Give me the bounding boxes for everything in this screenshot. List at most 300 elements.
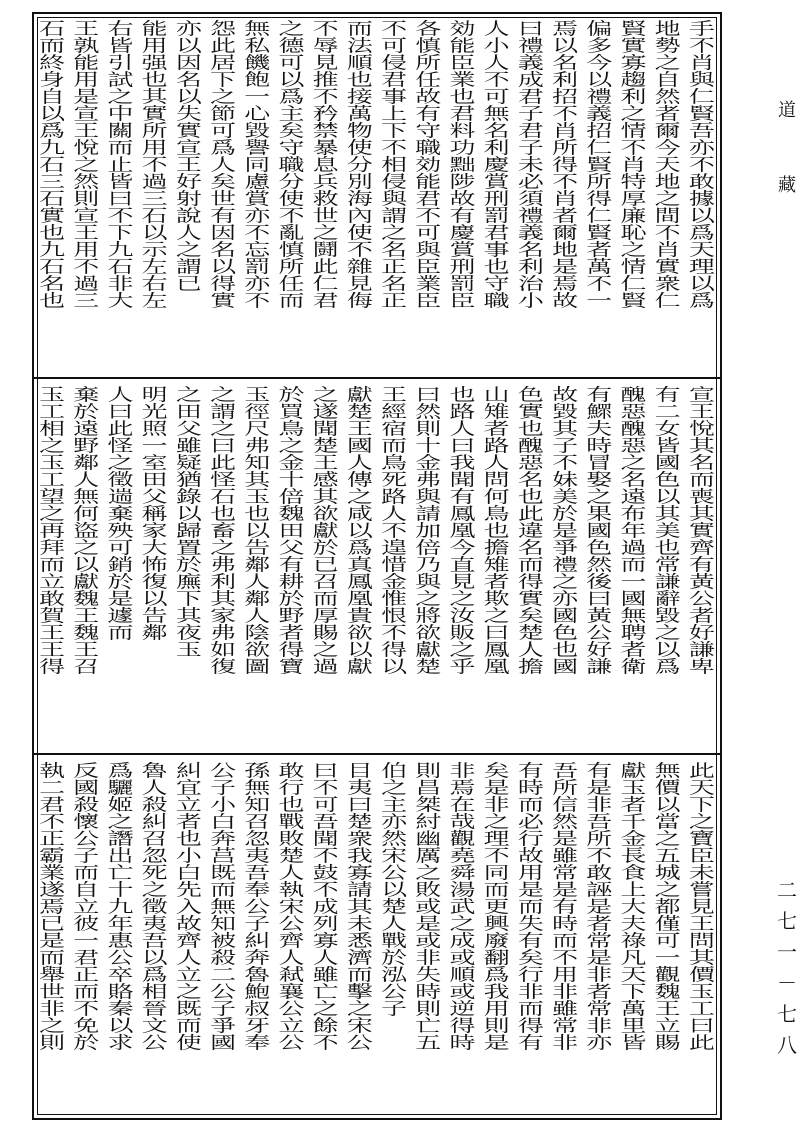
glyph: 厚 [620,189,647,209]
glyph: 據 [688,189,715,209]
glyph: 長 [620,846,647,866]
glyph: 室 [141,453,168,473]
glyph: 是 [517,880,544,900]
glyph: 九 [39,240,66,260]
glyph: 晉 [141,999,168,1019]
glyph: 吾 [244,863,271,883]
glyph: 之 [278,19,305,39]
glyph: 子 [73,846,100,866]
glyph: 惟 [381,589,408,609]
glyph: 人 [278,948,305,968]
glyph: 弗 [210,555,237,575]
glyph: 無 [620,606,647,626]
glyph: 息 [312,155,339,175]
glyph: 圖 [244,657,271,677]
glyph: 可 [107,538,134,558]
glyph: 照 [141,419,168,439]
glyph: 擔 [483,538,510,558]
glyph: 仁 [620,274,647,294]
glyph: 兵 [312,172,339,192]
glyph: 特 [620,172,647,192]
glyph: 焉 [449,778,476,798]
glyph: 子 [517,138,544,158]
glyph: 王 [688,914,715,934]
glyph: 亡 [107,863,134,883]
glyph: 左 [141,291,168,311]
glyph: 辭 [654,589,681,609]
glyph: 亦 [688,138,715,158]
glyph: 皆 [620,1033,647,1053]
glyph: 不 [483,70,510,90]
glyph: 昌 [415,778,442,798]
text-column [174,21,204,371]
glyph: 分 [346,155,373,175]
glyph: 王 [73,19,100,39]
glyph: 鳥 [381,453,408,473]
glyph: 糾 [141,812,168,832]
glyph: 鄰 [141,623,168,643]
glyph: 一 [586,291,613,311]
glyph: 不 [312,87,339,107]
glyph: 不 [73,999,100,1019]
glyph: 忘 [244,240,271,260]
glyph: 其 [688,436,715,456]
glyph: 謂 [175,257,202,277]
glyph: 禁 [312,121,339,141]
glyph: 刑 [483,189,510,209]
glyph: 人 [381,914,408,934]
glyph: 下 [688,795,715,815]
glyph: 焉 [39,897,66,917]
glyph: 救 [312,189,339,209]
glyph: 以 [141,223,168,243]
glyph: 行 [278,778,305,798]
glyph: 矣 [517,606,544,626]
glyph: 賞 [483,172,510,192]
glyph: 焉 [552,274,579,294]
glyph: 曰 [415,385,442,405]
glyph: 今 [586,53,613,73]
glyph: 惡 [517,453,544,473]
glyph: 召 [312,572,339,592]
glyph: 王 [346,419,373,439]
glyph: 賢 [688,104,715,124]
glyph: 地 [552,240,579,260]
glyph: 惜 [381,555,408,575]
glyph: 名 [39,274,66,294]
glyph: 或 [449,982,476,1002]
glyph: 以 [381,657,408,677]
glyph: 置 [175,538,202,558]
glyph: 而 [517,795,544,815]
glyph: 宣 [73,206,100,226]
glyph: 未 [517,155,544,175]
glyph: 黃 [688,572,715,592]
glyph: 引 [107,53,134,73]
glyph: 立 [654,1016,681,1036]
glyph: 獻 [73,572,100,592]
glyph: 人 [210,155,237,175]
glyph: 所 [552,138,579,158]
glyph: 爲 [654,657,681,677]
glyph: 得 [39,657,66,677]
glyph: 忽 [141,846,168,866]
glyph: 銷 [107,555,134,575]
glyph: 曰 [517,19,544,39]
text-column [140,387,170,737]
glyph: 不 [244,291,271,311]
glyph: 不 [552,948,579,968]
glyph: 禮 [586,87,613,107]
glyph: 於 [175,555,202,575]
glyph: 之 [449,914,476,934]
glyph: 嘗 [688,880,715,900]
glyph: 復 [210,657,237,677]
glyph: 鄰 [244,589,271,609]
glyph: 而 [175,1016,202,1036]
glyph: 無 [244,778,271,798]
glyph: 此 [312,257,339,277]
glyph: 者 [654,104,681,124]
glyph: 姬 [107,795,134,815]
glyph: 之 [73,538,100,558]
glyph: 者 [586,240,613,260]
glyph: 怪 [210,470,237,490]
glyph: 實 [39,206,66,226]
text-column [71,21,101,371]
glyph: 白 [210,812,237,832]
glyph: 女 [654,419,681,439]
text-column [619,763,649,1113]
glyph: 可 [483,87,510,107]
glyph: 矣 [517,948,544,968]
glyph: 之 [210,87,237,107]
glyph: 萬 [620,999,647,1019]
glyph: 玉 [39,385,66,405]
glyph: 二 [654,402,681,422]
glyph: 石 [39,257,66,277]
glyph: 而 [312,589,339,609]
glyph: 業 [39,863,66,883]
glyph: 所 [415,53,442,73]
glyph: 治 [517,274,544,294]
glyph: 買 [278,402,305,422]
glyph: 王 [312,453,339,473]
glyph: 而 [620,555,647,575]
glyph: 列 [312,914,339,934]
glyph: 是 [552,257,579,277]
glyph: 之 [346,999,373,1019]
glyph: 黃 [586,606,613,626]
glyph: 亡 [312,982,339,1002]
text-column [482,387,512,737]
glyph: 故 [552,385,579,405]
glyph: 玉 [620,778,647,798]
text-column [482,21,512,371]
glyph: 何 [73,504,100,524]
glyph: 相 [381,155,408,175]
glyph: 其 [244,470,271,490]
glyph: 亦 [244,206,271,226]
glyph: 獻 [415,640,442,660]
glyph: 工 [39,402,66,422]
glyph: 大 [620,897,647,917]
glyph: 相 [141,982,168,1002]
glyph: 臣 [449,291,476,311]
glyph: 黜 [449,155,476,175]
glyph: 信 [552,795,579,815]
glyph: 牙 [244,1016,271,1036]
glyph: 以 [73,555,100,575]
glyph: 聞 [449,470,476,490]
glyph: 不 [552,453,579,473]
glyph: 是 [483,778,510,798]
glyph: 小 [517,291,544,311]
glyph: 賢 [586,155,613,175]
glyph: 二 [210,965,237,985]
glyph: 故 [415,87,442,107]
glyph: 爲 [346,538,373,558]
glyph: 成 [312,897,339,917]
text-column [106,763,136,1113]
glyph: 金 [415,453,442,473]
glyph: 者 [483,419,510,439]
glyph: 立 [278,1016,305,1036]
glyph: 正 [73,965,100,985]
glyph: 三 [73,291,100,311]
glyph: 仁 [654,291,681,311]
glyph: 我 [346,846,373,866]
glyph: 如 [210,640,237,660]
glyph: 心 [244,104,271,124]
glyph: 執 [39,761,66,781]
glyph: 君 [483,223,510,243]
glyph: 亡 [415,1016,442,1036]
glyph: 雖 [312,965,339,985]
glyph: 能 [415,172,442,192]
text-column [516,387,546,737]
glyph: 之 [312,999,339,1019]
glyph: 用 [73,240,100,260]
glyph: 一 [654,948,681,968]
glyph: 醜 [517,436,544,456]
glyph: 之 [654,880,681,900]
text-column [277,763,307,1113]
glyph: 故 [517,846,544,866]
glyph: 遑 [381,538,408,558]
page-number-char: 七 [777,1002,797,1026]
glyph: 名 [381,274,408,294]
glyph: 此 [107,419,134,439]
glyph: 父 [278,538,305,558]
glyph: 君 [415,189,442,209]
glyph: 左 [141,257,168,277]
glyph: 田 [175,402,202,422]
glyph: 食 [620,863,647,883]
glyph: 此 [688,1033,715,1053]
glyph: 恥 [620,223,647,243]
text-column [550,21,580,371]
glyph: 有 [586,761,613,781]
glyph: 射 [175,189,202,209]
glyph: 非 [586,1016,613,1036]
glyph: 石 [141,206,168,226]
glyph: 秦 [107,999,134,1019]
glyph: 常 [552,863,579,883]
glyph: 用 [517,863,544,883]
glyph: 君 [449,104,476,124]
glyph: 之 [654,623,681,643]
glyph: 怪 [107,436,134,456]
glyph: 魏 [654,982,681,1002]
glyph: 見 [688,897,715,917]
glyph: 於 [381,948,408,968]
glyph: 得 [381,640,408,660]
glyph: 棄 [73,385,100,405]
glyph: 而 [517,999,544,1019]
glyph: 楚 [278,846,305,866]
glyph: 王 [688,402,715,422]
glyph: 齊 [278,931,305,951]
glyph: 楚 [517,623,544,643]
glyph: 石 [39,19,66,39]
glyph: 主 [381,795,408,815]
glyph: 不 [688,155,715,175]
glyph: 有 [517,761,544,781]
glyph: 其 [688,948,715,968]
glyph: 召 [73,657,100,677]
glyph: 行 [517,965,544,985]
glyph: 不 [346,240,373,260]
glyph: 所 [586,829,613,849]
glyph: 楚 [346,812,373,832]
text-column [71,387,101,737]
glyph: 亦 [552,589,579,609]
glyph: 知 [244,795,271,815]
glyph: 職 [415,138,442,158]
glyph: 與 [381,189,408,209]
glyph: 之 [107,812,134,832]
glyph: 奉 [244,880,271,900]
glyph: 糾 [175,761,202,781]
glyph: 居 [210,53,237,73]
glyph: 雉 [483,402,510,422]
glyph: 過 [141,172,168,192]
glyph: 而 [483,880,510,900]
text-column [379,763,409,1113]
text-register-2 [35,381,719,741]
glyph: 在 [449,795,476,815]
glyph: 伯 [381,761,408,781]
glyph: 然 [415,402,442,422]
glyph: 公 [210,982,237,1002]
glyph: 亦 [381,812,408,832]
glyph: 此 [517,504,544,524]
glyph: 娶 [586,470,613,490]
glyph: 也 [483,521,510,541]
glyph: 無 [244,19,271,39]
glyph: 敢 [278,761,305,781]
glyph: 吾 [552,761,579,781]
glyph: 而 [688,470,715,490]
glyph: 常 [654,555,681,575]
glyph: 經 [381,402,408,422]
glyph: 宜 [175,778,202,798]
glyph: 天 [688,778,715,798]
source-title-char-2 [772,175,800,197]
glyph: 名 [517,240,544,260]
glyph: 玉 [688,982,715,1002]
text-column [37,763,67,1113]
glyph: 偏 [586,19,613,39]
text-column [37,21,67,371]
glyph: 路 [449,402,476,422]
text-column [687,21,717,371]
glyph: 其 [141,87,168,107]
glyph: 子 [244,914,271,934]
glyph: 既 [210,863,237,883]
glyph: 立 [73,897,100,917]
glyph: 更 [483,897,510,917]
glyph: 弗 [244,436,271,456]
glyph: 之 [620,240,647,260]
glyph: 鰥 [586,402,613,422]
text-column [448,21,478,371]
glyph: 失 [517,914,544,934]
glyph: 利 [620,87,647,107]
glyph: 二 [39,778,66,798]
glyph: 者 [175,812,202,832]
glyph: 欺 [483,589,510,609]
glyph: 肖 [552,189,579,209]
glyph: 失 [175,104,202,124]
glyph: 也 [278,795,305,815]
glyph: 實 [620,36,647,56]
glyph: 爭 [210,1016,237,1036]
glyph: 石 [39,155,66,175]
glyph: 王 [381,385,408,405]
glyph: 須 [517,189,544,209]
glyph: 父 [141,487,168,507]
glyph: 美 [552,487,579,507]
glyph: 猶 [175,470,202,490]
glyph: 過 [312,657,339,677]
glyph: 而 [346,965,373,985]
glyph: 使 [346,138,373,158]
glyph: 國 [654,453,681,473]
glyph: 是 [73,87,100,107]
glyph: 驪 [107,778,134,798]
glyph: 逆 [449,999,476,1019]
glyph: 非 [449,761,476,781]
glyph: 金 [278,453,305,473]
glyph: 業 [415,274,442,294]
glyph: 已 [312,555,339,575]
glyph: 人 [141,778,168,798]
glyph: 是 [415,914,442,934]
glyph: 故 [175,914,202,934]
glyph: 無 [210,897,237,917]
glyph: 反 [73,761,100,781]
glyph: 公 [278,1033,305,1053]
glyph: 而 [107,138,134,158]
glyph: 九 [39,138,66,158]
glyph: 招 [552,87,579,107]
glyph: 饑 [244,53,271,73]
glyph: 然 [586,555,613,575]
glyph: 霸 [39,846,66,866]
source-title-char-1 [772,100,800,122]
